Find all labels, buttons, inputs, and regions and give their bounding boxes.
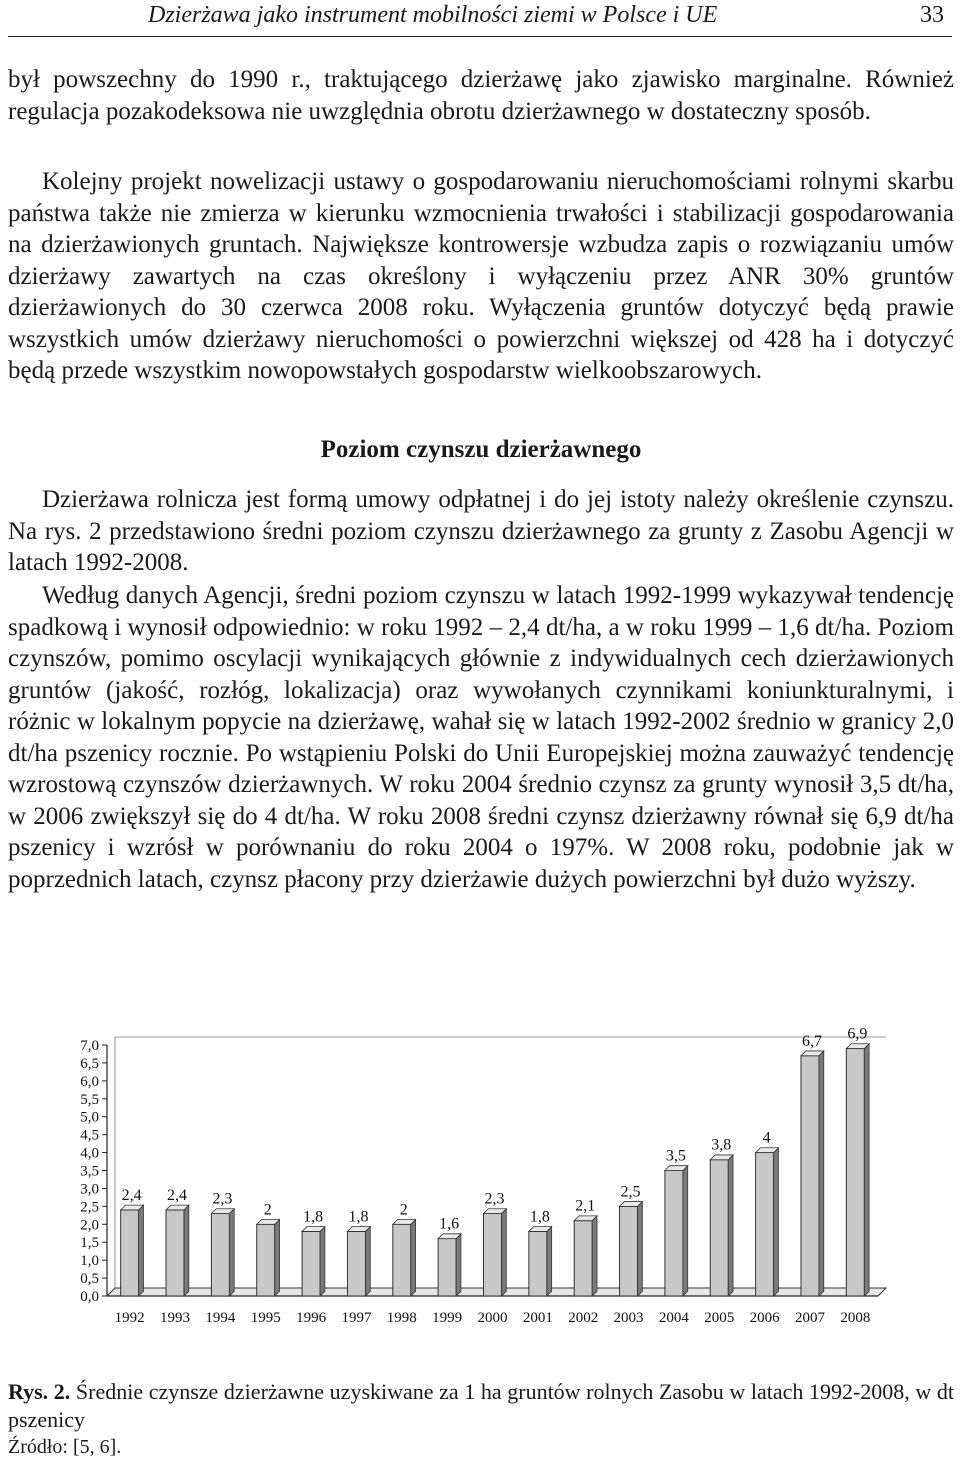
data-label: 4 <box>762 1129 771 1147</box>
bar-front <box>211 1214 229 1296</box>
bar-side <box>320 1227 325 1296</box>
bar-side <box>365 1227 370 1296</box>
bar <box>529 1227 552 1296</box>
y-tick-label: 3,5 <box>80 1163 99 1180</box>
data-label: 1,8 <box>303 1208 324 1226</box>
data-label: 6,9 <box>847 1025 868 1043</box>
y-tick-label: 6,5 <box>80 1055 99 1072</box>
x-tick-label: 2001 <box>522 1310 553 1326</box>
x-tick-label: 1993 <box>160 1310 191 1326</box>
bar-front <box>302 1231 320 1296</box>
data-label: 1,8 <box>348 1208 369 1226</box>
bar-front <box>620 1206 638 1296</box>
x-tick-label: 1992 <box>114 1310 145 1326</box>
data-label: 1,8 <box>529 1208 550 1226</box>
bar-side <box>547 1227 552 1296</box>
x-tick-label: 1999 <box>432 1310 463 1326</box>
y-tick-label: 1,0 <box>80 1253 99 1270</box>
bar-side <box>275 1219 280 1296</box>
bar-front <box>665 1171 683 1297</box>
bar-side <box>184 1205 189 1296</box>
y-tick-label: 1,5 <box>80 1235 99 1252</box>
bar <box>620 1202 643 1296</box>
x-tick-label: 1998 <box>386 1310 417 1326</box>
y-tick-label: 0,0 <box>80 1289 99 1305</box>
paragraph-1: był powszechny do 1990 r., traktującego dzierżawę jako zjawisko marginalne. Również regulacja pozakodeksowa nie uwzględnia obrotu dzierżawnego w dostateczny sposób. <box>8 66 954 125</box>
y-tick-label: 3,0 <box>80 1181 99 1198</box>
caption-text: Średnie czynsze dzierżawne uzyskiwane za 1 ha gruntów rolnych Zasobu w latach 1992-2008, w dt pszenicy <box>8 1379 954 1432</box>
x-tick-label: 2006 <box>749 1310 780 1326</box>
y-tick-label: 0,5 <box>80 1271 99 1288</box>
y-tick-label: 4,0 <box>80 1145 99 1162</box>
bar-side <box>502 1209 507 1296</box>
bar-front <box>257 1224 275 1296</box>
bar-side <box>139 1205 144 1296</box>
bar <box>347 1227 370 1296</box>
bar-side <box>819 1051 824 1296</box>
bar-side <box>774 1148 779 1296</box>
bar-front <box>846 1049 864 1296</box>
bar <box>302 1227 325 1296</box>
data-label: 2,1 <box>575 1197 596 1215</box>
running-title: Dzierżawa jako instrument mobilności ziemi w Polsce i UE <box>148 2 718 28</box>
bar-side <box>638 1202 643 1296</box>
bar-front <box>574 1221 592 1296</box>
x-tick-label: 2002 <box>568 1310 599 1326</box>
bar-side <box>411 1219 416 1296</box>
bar <box>574 1216 597 1296</box>
bar-front <box>710 1160 728 1296</box>
bar-chart-svg <box>60 1020 940 1330</box>
bar <box>665 1166 688 1296</box>
bar <box>211 1209 234 1296</box>
bar-front <box>121 1210 139 1296</box>
rent-chart <box>60 1020 940 1330</box>
x-tick-label: 1996 <box>296 1310 327 1326</box>
bar-side <box>728 1155 733 1296</box>
bar-front <box>484 1214 502 1296</box>
x-tick-label: 1995 <box>250 1310 281 1326</box>
data-label: 2,5 <box>620 1183 641 1201</box>
bar <box>121 1205 144 1296</box>
x-tick-label: 2007 <box>794 1310 825 1326</box>
paragraph-3: Dzierżawa rolnicza jest formą umowy odpłatnej i do jej istoty należy określenie czynszu. Na rys. 2 przedstawiono średni poziom czynszu dzierżawnego za grunty z Zasobu Agencji w latach 1992-2008. <box>8 486 954 576</box>
y-tick-label: 5,0 <box>80 1109 99 1126</box>
bar-side <box>683 1166 688 1296</box>
bar-side <box>229 1209 234 1296</box>
bar-front <box>166 1210 184 1296</box>
data-label: 2 <box>399 1201 408 1219</box>
bar-front <box>756 1153 774 1296</box>
y-tick-label: 2,0 <box>80 1217 99 1234</box>
bar-side <box>864 1044 869 1296</box>
x-tick-label: 2004 <box>658 1310 689 1326</box>
figure-caption <box>8 1378 954 1434</box>
data-label: 3,8 <box>711 1136 732 1154</box>
data-label: 2,3 <box>212 1190 233 1208</box>
paragraph-2: Kolejny projekt nowelizacji ustawy o gospodarowaniu nieruchomościami rolnymi skarbu państwa także nie zmierza w kierunku wzmocnienia trwałości i stabilizacji gospodarowania na dzierżawionych gruntach. Największe kontrowersje wzbudza zapis o rozwiązaniu umów dzierżawy zawartych na czas określony i wyłączeniu przez ANR 30% gruntów dzierżawionych do 30 czerwca 2008 roku. Wyłączenia gruntów dotyczyć będą prawie wszystkich umów dzierżawy nieruchomości o powierzchni większej od 428 ha i dotyczyć będą przede wszystkim nowopowstałych gospodarstw wielkoobszarowych. <box>8 168 954 384</box>
data-label: 2 <box>263 1201 272 1219</box>
x-tick-label: 2008 <box>840 1310 871 1326</box>
data-label: 2,4 <box>121 1186 142 1204</box>
y-tick-label: 5,5 <box>80 1091 99 1108</box>
caption-label: Rys. 2. <box>8 1379 71 1404</box>
bar <box>756 1148 779 1296</box>
page-number: 33 <box>920 2 944 28</box>
bar-front <box>347 1231 365 1296</box>
x-tick-label: 1994 <box>205 1310 236 1326</box>
y-tick-label: 4,5 <box>80 1127 99 1144</box>
bar-front <box>529 1231 547 1296</box>
bar-side <box>456 1234 461 1296</box>
data-label: 2,3 <box>484 1190 505 1208</box>
bar-front <box>438 1239 456 1296</box>
bar <box>846 1044 869 1296</box>
bar <box>438 1234 461 1296</box>
data-label: 1,6 <box>439 1215 460 1233</box>
bar <box>257 1219 280 1296</box>
section-title: Poziom czynszu dzierżawnego <box>320 436 642 463</box>
x-tick-label: 2000 <box>477 1310 508 1326</box>
data-label: 2,4 <box>167 1186 188 1204</box>
figure-source: Źródło: [5, 6]. <box>8 1436 122 1458</box>
bar-front <box>393 1224 411 1296</box>
y-tick-label: 6,0 <box>80 1073 99 1090</box>
bar <box>393 1219 416 1296</box>
bar <box>484 1209 507 1296</box>
x-tick-label: 1997 <box>341 1310 372 1326</box>
bar <box>166 1205 189 1296</box>
bar-front <box>801 1056 819 1296</box>
bar-side <box>592 1216 597 1296</box>
data-label: 6,7 <box>801 1032 822 1050</box>
bar <box>801 1051 824 1296</box>
x-tick-label: 2003 <box>613 1310 644 1326</box>
x-tick-label: 2005 <box>704 1310 735 1326</box>
running-header <box>8 0 952 37</box>
y-tick-label: 2,5 <box>80 1199 99 1216</box>
bar <box>710 1155 733 1296</box>
y-tick-label: 7,0 <box>80 1038 99 1054</box>
paragraph-4: Według danych Agencji, średni poziom czynszu w latach 1992-1999 wykazywał tendencję spadkową i wynosił odpowiednio: w roku 1992 – 2,4 dt/ha, a w roku 1999 – 1,6 dt/ha. Poziom czynszów, pomimo oscylacji wynikających głównie z indywidualnych cech dzierżawionych gruntów (jakość, rozłóg, lokalizacja) oraz wywołanych czynnikami koniunkturalnymi, i różnic w lokalnym popycie na dzierżawę, wahał się w latach 1992-2002 średnio w granicy 2,0 dt/ha pszenicy rocznie. Po wstąpieniu Polski do Unii Europejskiej można zauważyć tendencję wzrostową czynszów dzierżawnych. W roku 2004 średnio czynsz za grunty wynosił 3,5 dt/ha, w 2006 zwiększył się do 4 dt/ha. W roku 2008 średni czynsz dzierżawny równał się 6,9 dt/ha pszenicy i wzrósł w porównaniu do roku 2004 o 197%. W 2008 roku, podobnie jak w poprzednich latach, czynsz płacony przy dzierżawie dużych powierzchni był dużo wyższy. <box>8 582 954 893</box>
data-label: 3,5 <box>665 1147 686 1165</box>
